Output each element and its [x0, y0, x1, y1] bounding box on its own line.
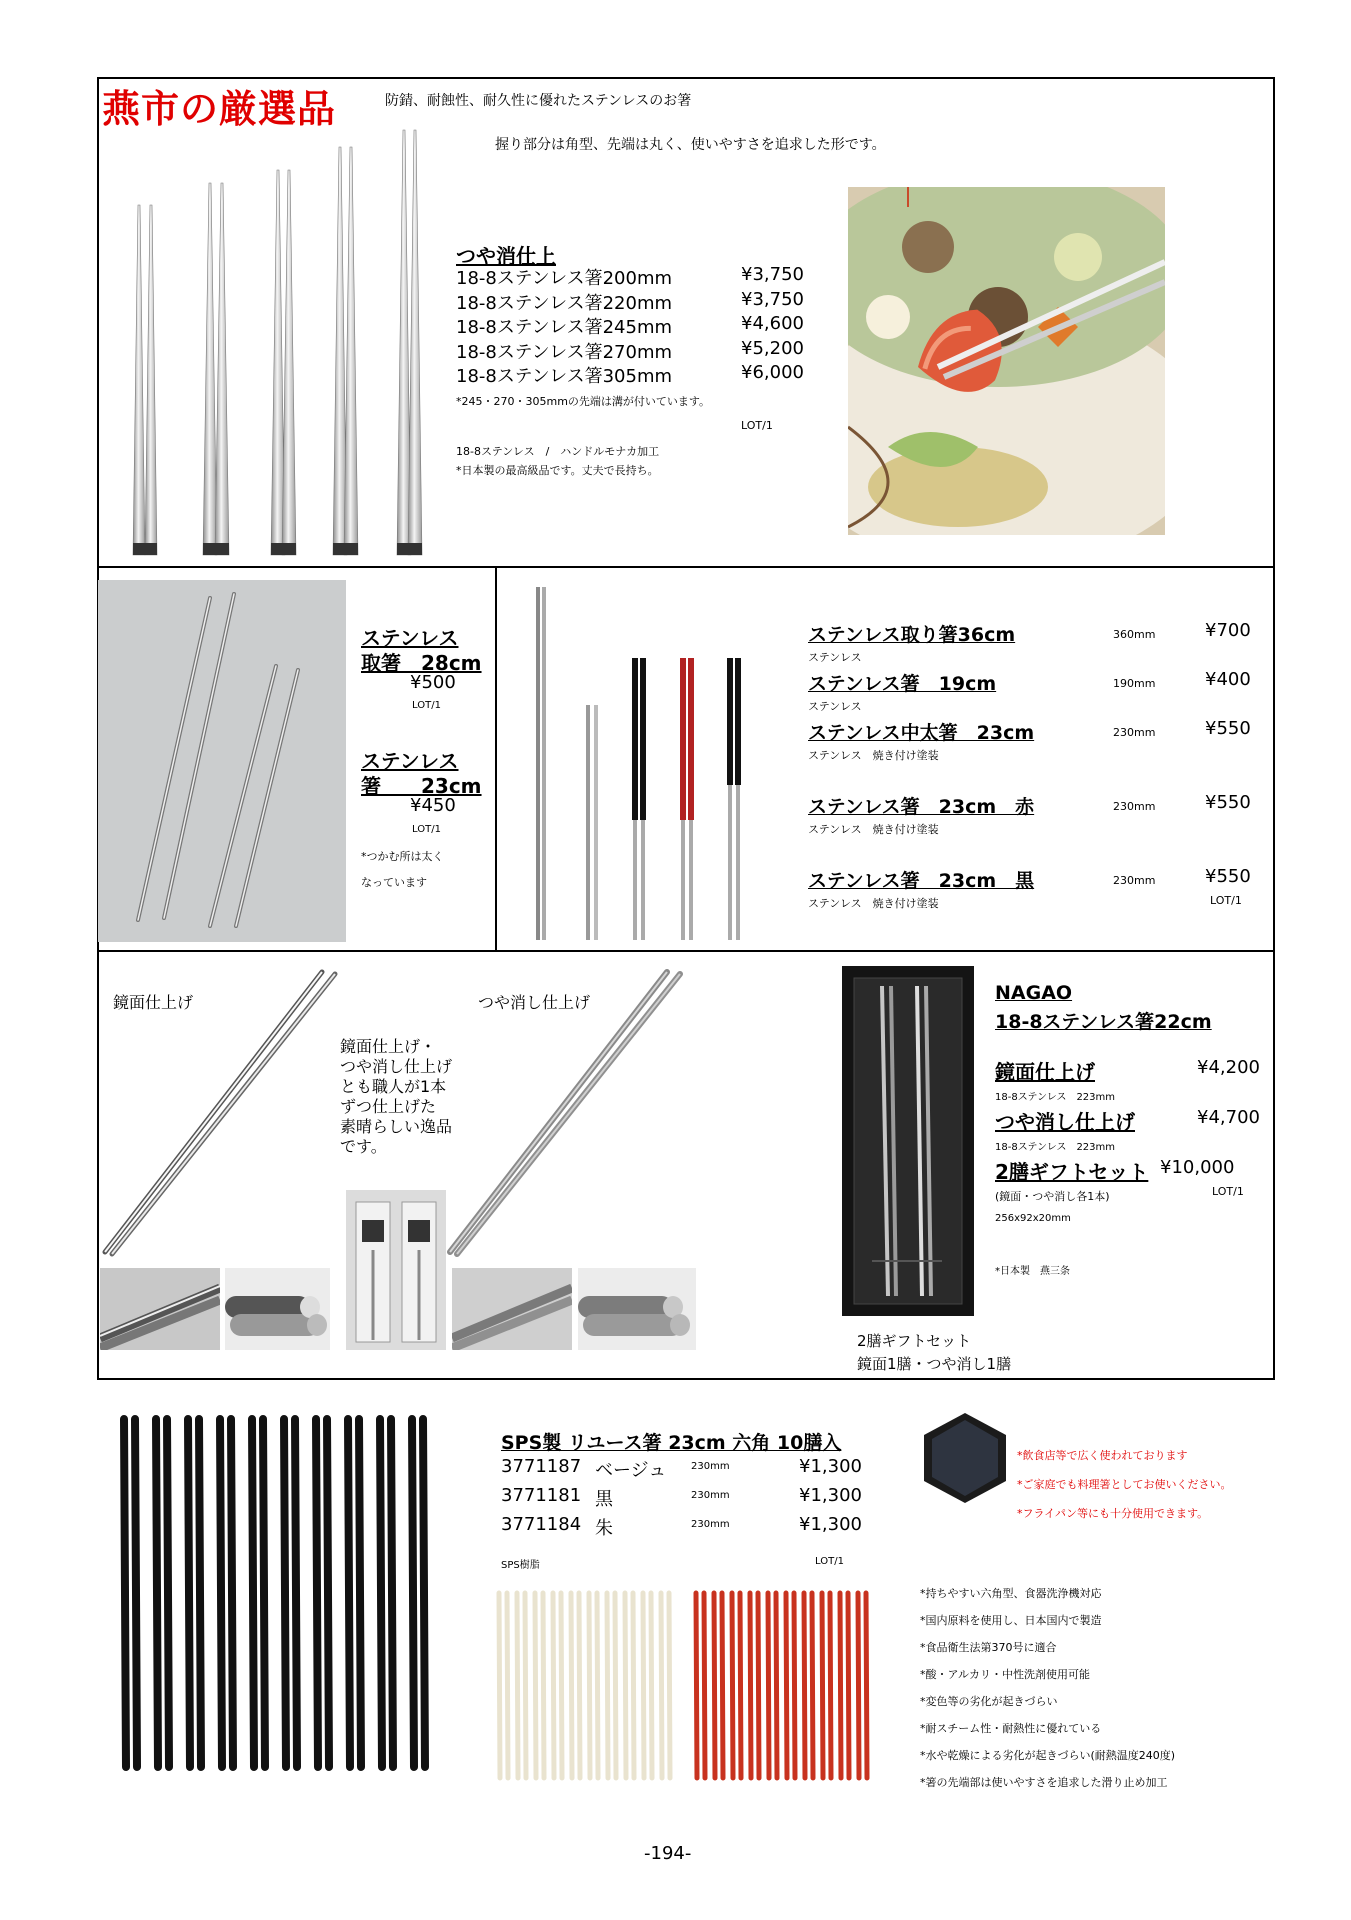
serving-chopsticks-photo — [98, 580, 346, 942]
matte-closeup-photo-1 — [452, 1268, 572, 1350]
craft-description: 鏡面仕上げ・ つや消し仕上げ とも職人が1本 ずつ仕上げた 素晴らしい逸品 です。 — [340, 1037, 453, 1156]
stainless-price-list — [808, 620, 1258, 915]
sps-lot: LOT/1 — [815, 1556, 844, 1567]
table-row: 3771181 黒 230mm ¥1,300 — [501, 1485, 862, 1510]
serving-a-title-2: 取箸 28cm — [361, 651, 482, 675]
lot-label: LOT/1 — [1212, 1185, 1244, 1198]
grip-note-2: なっています — [361, 876, 427, 889]
material-note: 18-8ステンレス / ハンドルモナカ加工 — [456, 445, 660, 458]
lot-label: LOT/1 — [741, 419, 773, 432]
gift-package-photo — [346, 1190, 446, 1350]
grip-note-1: *つかむ所は太く — [361, 850, 444, 863]
quality-note: *日本製の最高級品です。丈夫で長持ち。 — [456, 464, 659, 477]
mirror-closeup-photo-2 — [225, 1268, 330, 1350]
black-hexagonal-chopsticks-image — [115, 1415, 460, 1775]
matte-finish-label: つや消し仕上げ — [478, 993, 591, 1012]
list-item: ステンレス箸 23cm 赤 230mm ¥550 ステンレス 焼き付け塗装 — [808, 792, 1251, 836]
list-item: ステンレス取り箸36cm 360mm ¥700 ステンレス — [808, 620, 1251, 664]
list-item: 2膳ギフトセット ¥10,000 (鏡面・つや消し各1本) LOT/1 — [995, 1157, 1244, 1203]
gift-dims: 256x92x20mm — [995, 1213, 1071, 1224]
gift-caption-1: 2膳ギフトセット — [857, 1332, 972, 1350]
table-row: 3771187 ベージュ 230mm ¥1,300 — [501, 1456, 862, 1481]
assorted-chopsticks-image — [530, 585, 750, 945]
sps-title: SPS製 リユース箸 23cm 六角 10膳入 — [501, 1432, 842, 1454]
table-row: 3771184 朱 230mm ¥1,300 — [501, 1514, 862, 1539]
sps-red-notes: *飲食店等で広く使われております *ご家庭でも料理箸としてお使いください。 *フライパン等にも十分使用できます。 — [1017, 1449, 1232, 1520]
mirror-closeup-photo-1 — [100, 1268, 220, 1350]
serving-a-title-1: ステンレス — [361, 626, 459, 650]
price-row: 18-8ステンレス箸220mm ¥3,750 — [456, 288, 804, 314]
serving-a-lot: LOT/1 — [412, 700, 441, 711]
serving-b-price: ¥450 — [410, 795, 456, 816]
lot-label: LOT/1 — [1210, 894, 1242, 907]
price-row: 18-8ステンレス箸270mm ¥5,200 — [456, 337, 804, 363]
sps-features: *持ちやすい六角型、食器洗浄機対応 *国内原料を使用し、日本国内で製造 *食品衛生法第370号に適合 *酸・アルカリ・中性洗剤使用可能 *変色等の劣化が起きづらい *耐スチーム性・耐熱性に優れている *水や乾燥による劣化が起きづらい(耐熱温度240度) *箸の先端部は使いやすさを追求した滑り止め加工 — [920, 1587, 1176, 1789]
list-item: ステンレス箸 19cm 190mm ¥400 ステンレス — [808, 669, 1251, 713]
finish-heading: つや消仕上 — [456, 244, 556, 268]
serving-b-title-2: 箸 23cm — [361, 774, 482, 798]
matte-chopsticks-image — [445, 960, 685, 1260]
sps-material: SPS樹脂 — [501, 1560, 540, 1571]
hotpot-shrimp-photo — [848, 187, 1165, 535]
serving-b-lot: LOT/1 — [412, 824, 441, 835]
mirror-finish-label: 鏡面仕上げ — [113, 993, 194, 1012]
serving-a-price: ¥500 — [410, 672, 456, 693]
tagline: 防錆、耐蝕性、耐久性に優れたステンレスのお箸 — [385, 93, 692, 109]
sps-price-list — [501, 1456, 871, 1543]
tagline-2: 握り部分は角型、先端は丸く、使いやすさを追求した形です。 — [495, 137, 886, 153]
premium-price-list — [456, 264, 816, 387]
page-number: -194- — [644, 1843, 692, 1864]
list-item: 鏡面仕上げ ¥4,200 18-8ステンレス 223mm — [995, 1057, 1260, 1103]
matte-closeup-photo-2 — [578, 1268, 696, 1350]
groove-note: *245・270・305mmの先端は溝が付いています。 — [456, 395, 711, 408]
nagao-product: 18-8ステンレス箸22cm — [995, 1011, 1212, 1033]
brand-title: 燕市の厳選品 — [102, 87, 337, 131]
hexagon-cross-section-image — [918, 1408, 1013, 1508]
red-chopsticks-image — [690, 1590, 875, 1785]
price-row: 18-8ステンレス箸305mm ¥6,000 — [456, 362, 804, 387]
nagao-price-list — [995, 1056, 1275, 1206]
price-row: 18-8ステンレス箸245mm ¥4,600 — [456, 313, 804, 338]
origin-note: *日本製 燕三条 — [995, 1266, 1070, 1277]
list-item: ステンレス中太箸 23cm 230mm ¥550 ステンレス 焼き付け塗装 — [808, 718, 1251, 762]
gift-box-photo — [842, 966, 974, 1316]
mirror-chopsticks-image — [100, 960, 340, 1260]
beige-chopsticks-image — [493, 1590, 678, 1785]
premium-chopsticks-image — [125, 125, 425, 565]
price-row: 18-8ステンレス箸200mm ¥3,750 — [456, 264, 804, 289]
serving-b-title-1: ステンレス — [361, 749, 459, 773]
nagao-brand: NAGAO — [995, 982, 1073, 1004]
gift-caption-2: 鏡面1膳・つや消し1膳 — [857, 1355, 1012, 1373]
list-item: ステンレス箸 23cm 黒 230mm ¥550 ステンレス 焼き付け塗装 LOT/1 — [808, 866, 1251, 910]
list-item: つや消し仕上げ ¥4,700 18-8ステンレス 223mm — [995, 1107, 1260, 1153]
